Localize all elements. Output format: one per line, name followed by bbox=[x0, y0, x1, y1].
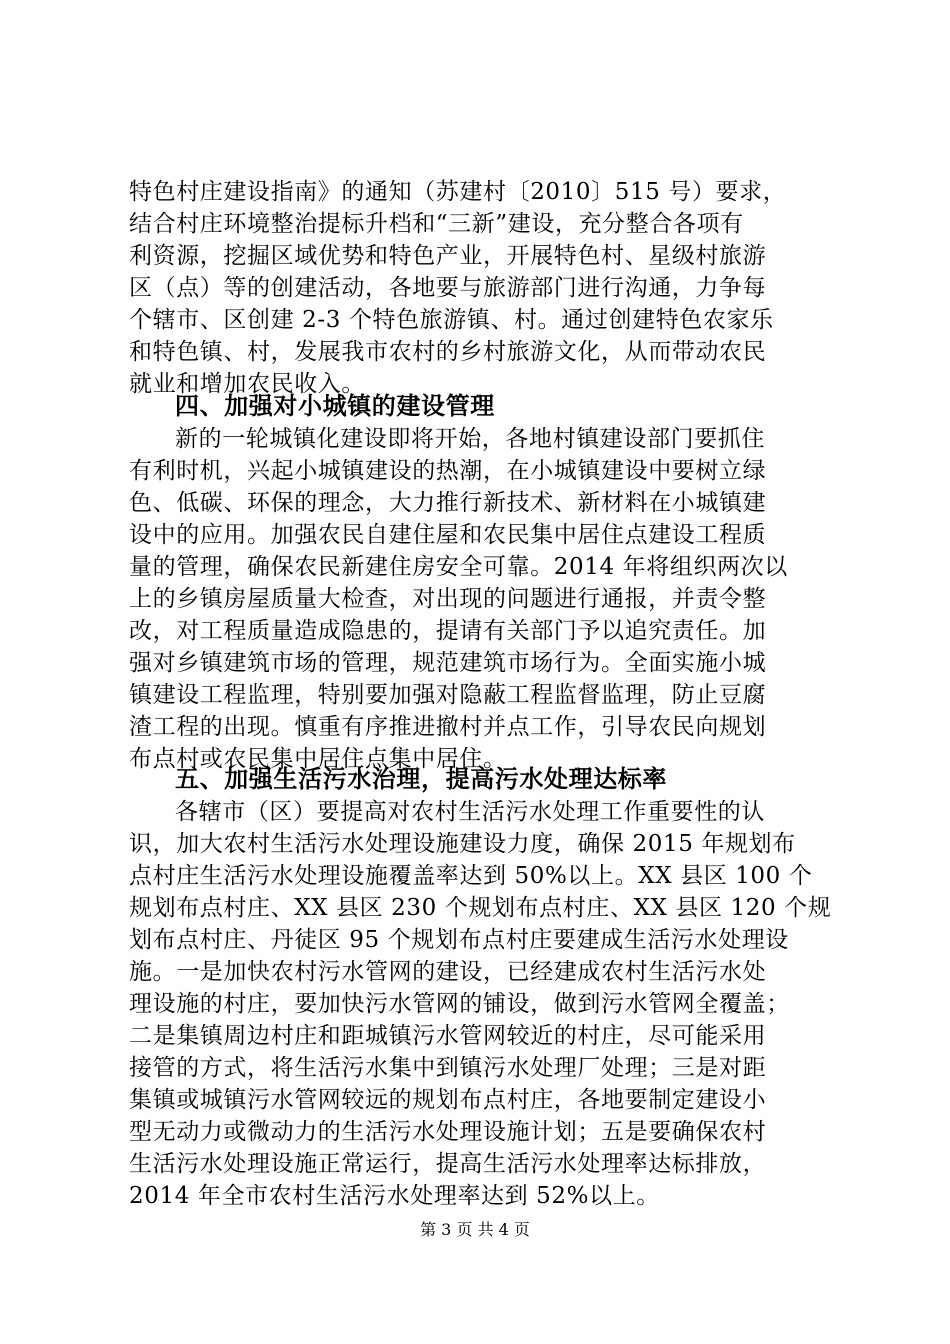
text-line: 施。一是加快农村污水管网的建设，已经建成农村生活污水处 bbox=[129, 959, 767, 985]
section-heading: 五、加强生活污水治理，提高污水处理达标率 bbox=[175, 765, 667, 793]
text-line: 有利时机，兴起小城镇建设的热潮，在小城镇建设中要树立绿 bbox=[129, 458, 767, 484]
text-line: 强对乡镇建筑市场的管理，规范建筑市场行为。全面实施小城 bbox=[129, 650, 767, 676]
text-line: 各辖市（区）要提高对农村生活污水处理工作重要性的认 bbox=[175, 799, 765, 825]
text-line: 规划布点村庄、XX 县区 230 个规划布点村庄、XX 县区 120 个规 bbox=[129, 895, 832, 921]
text-line: 集镇或城镇污水管网较远的规划布点村庄，各地要制定建设小 bbox=[129, 1087, 767, 1113]
text-line: 区（点）等的创建活动，各地要与旅游部门进行沟通，力争每 bbox=[129, 275, 767, 301]
section-heading: 四、加强对小城镇的建设管理 bbox=[175, 392, 495, 420]
text-line: 理设施的村庄，要加快污水管网的铺设，做到污水管网全覆盖； bbox=[129, 991, 790, 1017]
text-line: 设中的应用。加强农民自建住屋和农民集中居住点建设工程质 bbox=[129, 522, 767, 548]
text-line: 量的管理，确保农民新建住房安全可靠。2014 年将组织两次以 bbox=[129, 554, 788, 580]
text-line: 就业和增加农民收入。 bbox=[129, 371, 365, 397]
text-line: 渣工程的出现。慎重有序推进撤村并点工作，引导农民向规划 bbox=[129, 714, 767, 740]
text-line: 接管的方式，将生活污水集中到镇污水处理厂处理；三是对距 bbox=[129, 1055, 767, 1081]
text-line: 生活污水处理设施正常运行，提高生活污水处理率达标排放， bbox=[129, 1151, 767, 1177]
text-line: 和特色镇、村，发展我市农村的乡村旅游文化，从而带动农民 bbox=[129, 339, 767, 365]
text-line: 色、低碳、环保的理念，大力推行新技术、新材料在小城镇建 bbox=[129, 490, 767, 516]
text-line: 布点村或农民集中居住点集中居住。 bbox=[129, 746, 507, 772]
text-line: 型无动力或微动力的生活污水处理设施计划；五是要确保农村 bbox=[129, 1119, 767, 1145]
text-line: 上的乡镇房屋质量大检查，对出现的问题进行通报，并责令整 bbox=[129, 586, 767, 612]
text-line: 新的一轮城镇化建设即将开始，各地村镇建设部门要抓住 bbox=[175, 426, 765, 452]
text-line: 镇建设工程监理，特别要加强对隐蔽工程监督监理，防止豆腐 bbox=[129, 682, 767, 708]
page-number-footer: 第 3 页 共 4 页 bbox=[420, 1220, 530, 1239]
text-line: 划布点村庄、丹徒区 95 个规划布点村庄要建成生活污水处理设 bbox=[129, 927, 789, 953]
text-line: 点村庄生活污水处理设施覆盖率达到 50%以上。XX 县区 100 个 bbox=[129, 863, 813, 889]
text-line: 利资源，挖掘区域优势和特色产业，开展特色村、星级村旅游 bbox=[129, 243, 767, 269]
text-line: 结合村庄环境整治提标升档和“三新”建设，充分整合各项有 bbox=[129, 211, 744, 237]
text-line: 特色村庄建设指南》的通知（苏建村〔2010〕515 号）要求， bbox=[129, 179, 787, 205]
text-line: 个辖市、区创建 2-3 个特色旅游镇、村。通过创建特色农家乐 bbox=[129, 307, 774, 333]
text-line: 二是集镇周边村庄和距城镇污水管网较近的村庄，尽可能采用 bbox=[129, 1023, 767, 1049]
text-line: 识，加大农村生活污水处理设施建设力度，确保 2015 年规划布 bbox=[129, 831, 796, 857]
text-line: 2014 年全市农村生活污水处理率达到 52%以上。 bbox=[129, 1183, 660, 1209]
text-line: 改，对工程质量造成隐患的，提请有关部门予以追究责任。加 bbox=[129, 618, 767, 644]
